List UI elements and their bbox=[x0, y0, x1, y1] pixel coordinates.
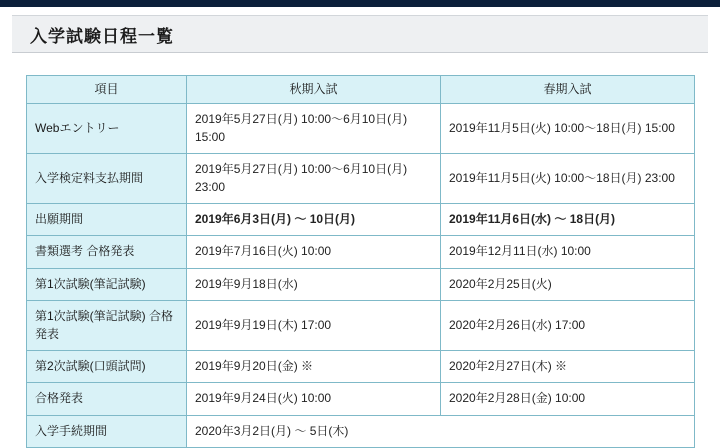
row-header-web-entry: Webエントリー bbox=[27, 104, 187, 154]
cell-autumn-document-screening-result: 2019年7月16日(火) 10:00 bbox=[187, 236, 441, 268]
column-header-item: 項目 bbox=[27, 76, 187, 104]
table-row bbox=[27, 383, 695, 415]
cell-autumn-payment-period: 2019年5月27日(月) 10:00〜6月10日(月) 23:00 bbox=[187, 154, 441, 204]
cell-spring-final-result: 2020年2月28日(金) 10:00 bbox=[441, 383, 695, 415]
cell-spring-application-period: 2019年11月6日(水) 〜 18日(月) bbox=[441, 203, 695, 235]
exam-schedule-table bbox=[26, 75, 695, 448]
cell-spring-payment-period: 2019年11月5日(火) 10:00〜18日(月) 23:00 bbox=[441, 154, 695, 204]
column-header-spring: 春期入試 bbox=[441, 76, 695, 104]
cell-spring-second-exam: 2020年2月27日(木) ※ bbox=[441, 350, 695, 382]
table-header bbox=[27, 76, 695, 104]
row-header-first-exam: 第1次試験(筆記試験) bbox=[27, 268, 187, 300]
table-row bbox=[27, 268, 695, 300]
row-header-document-screening-result: 書類選考 合格発表 bbox=[27, 236, 187, 268]
row-header-payment-period: 入学検定料支払期間 bbox=[27, 154, 187, 204]
table-row bbox=[27, 350, 695, 382]
table-body bbox=[27, 104, 695, 448]
table-row bbox=[27, 154, 695, 204]
top-bar bbox=[0, 0, 720, 7]
cell-spring-web-entry: 2019年11月5日(火) 10:00〜18日(月) 15:00 bbox=[441, 104, 695, 154]
row-header-second-exam: 第2次試験(口頭試問) bbox=[27, 350, 187, 382]
table-row bbox=[27, 301, 695, 351]
row-header-application-period: 出願期間 bbox=[27, 203, 187, 235]
cell-autumn-first-exam: 2019年9月18日(水) bbox=[187, 268, 441, 300]
row-header-final-result: 合格発表 bbox=[27, 383, 187, 415]
cell-spring-document-screening-result: 2019年12月11日(水) 10:00 bbox=[441, 236, 695, 268]
cell-autumn-final-result: 2019年9月24日(火) 10:00 bbox=[187, 383, 441, 415]
schedule-table-wrapper bbox=[26, 75, 694, 448]
table-row bbox=[27, 415, 695, 447]
cell-autumn-web-entry: 2019年5月27日(月) 10:00〜6月10日(月) 15:00 bbox=[187, 104, 441, 154]
cell-spring-first-exam-result: 2020年2月26日(水) 17:00 bbox=[441, 301, 695, 351]
column-header-autumn: 秋期入試 bbox=[187, 76, 441, 104]
cell-autumn-second-exam: 2019年9月20日(金) ※ bbox=[187, 350, 441, 382]
table-row bbox=[27, 236, 695, 268]
page-title: 入学試験日程一覧 bbox=[30, 26, 174, 46]
table-row bbox=[27, 203, 695, 235]
page-title-band bbox=[12, 15, 708, 53]
cell-autumn-first-exam-result: 2019年9月19日(木) 17:00 bbox=[187, 301, 441, 351]
row-header-first-exam-result: 第1次試験(筆記試験) 合格発表 bbox=[27, 301, 187, 351]
table-row bbox=[27, 104, 695, 154]
cell-enrollment-procedure-period: 2020年3月2日(月) 〜 5日(木) bbox=[187, 415, 695, 447]
row-header-enrollment-procedure: 入学手続期間 bbox=[27, 415, 187, 447]
cell-spring-first-exam: 2020年2月25日(火) bbox=[441, 268, 695, 300]
table-header-row bbox=[27, 76, 695, 104]
cell-autumn-application-period: 2019年6月3日(月) 〜 10日(月) bbox=[187, 203, 441, 235]
